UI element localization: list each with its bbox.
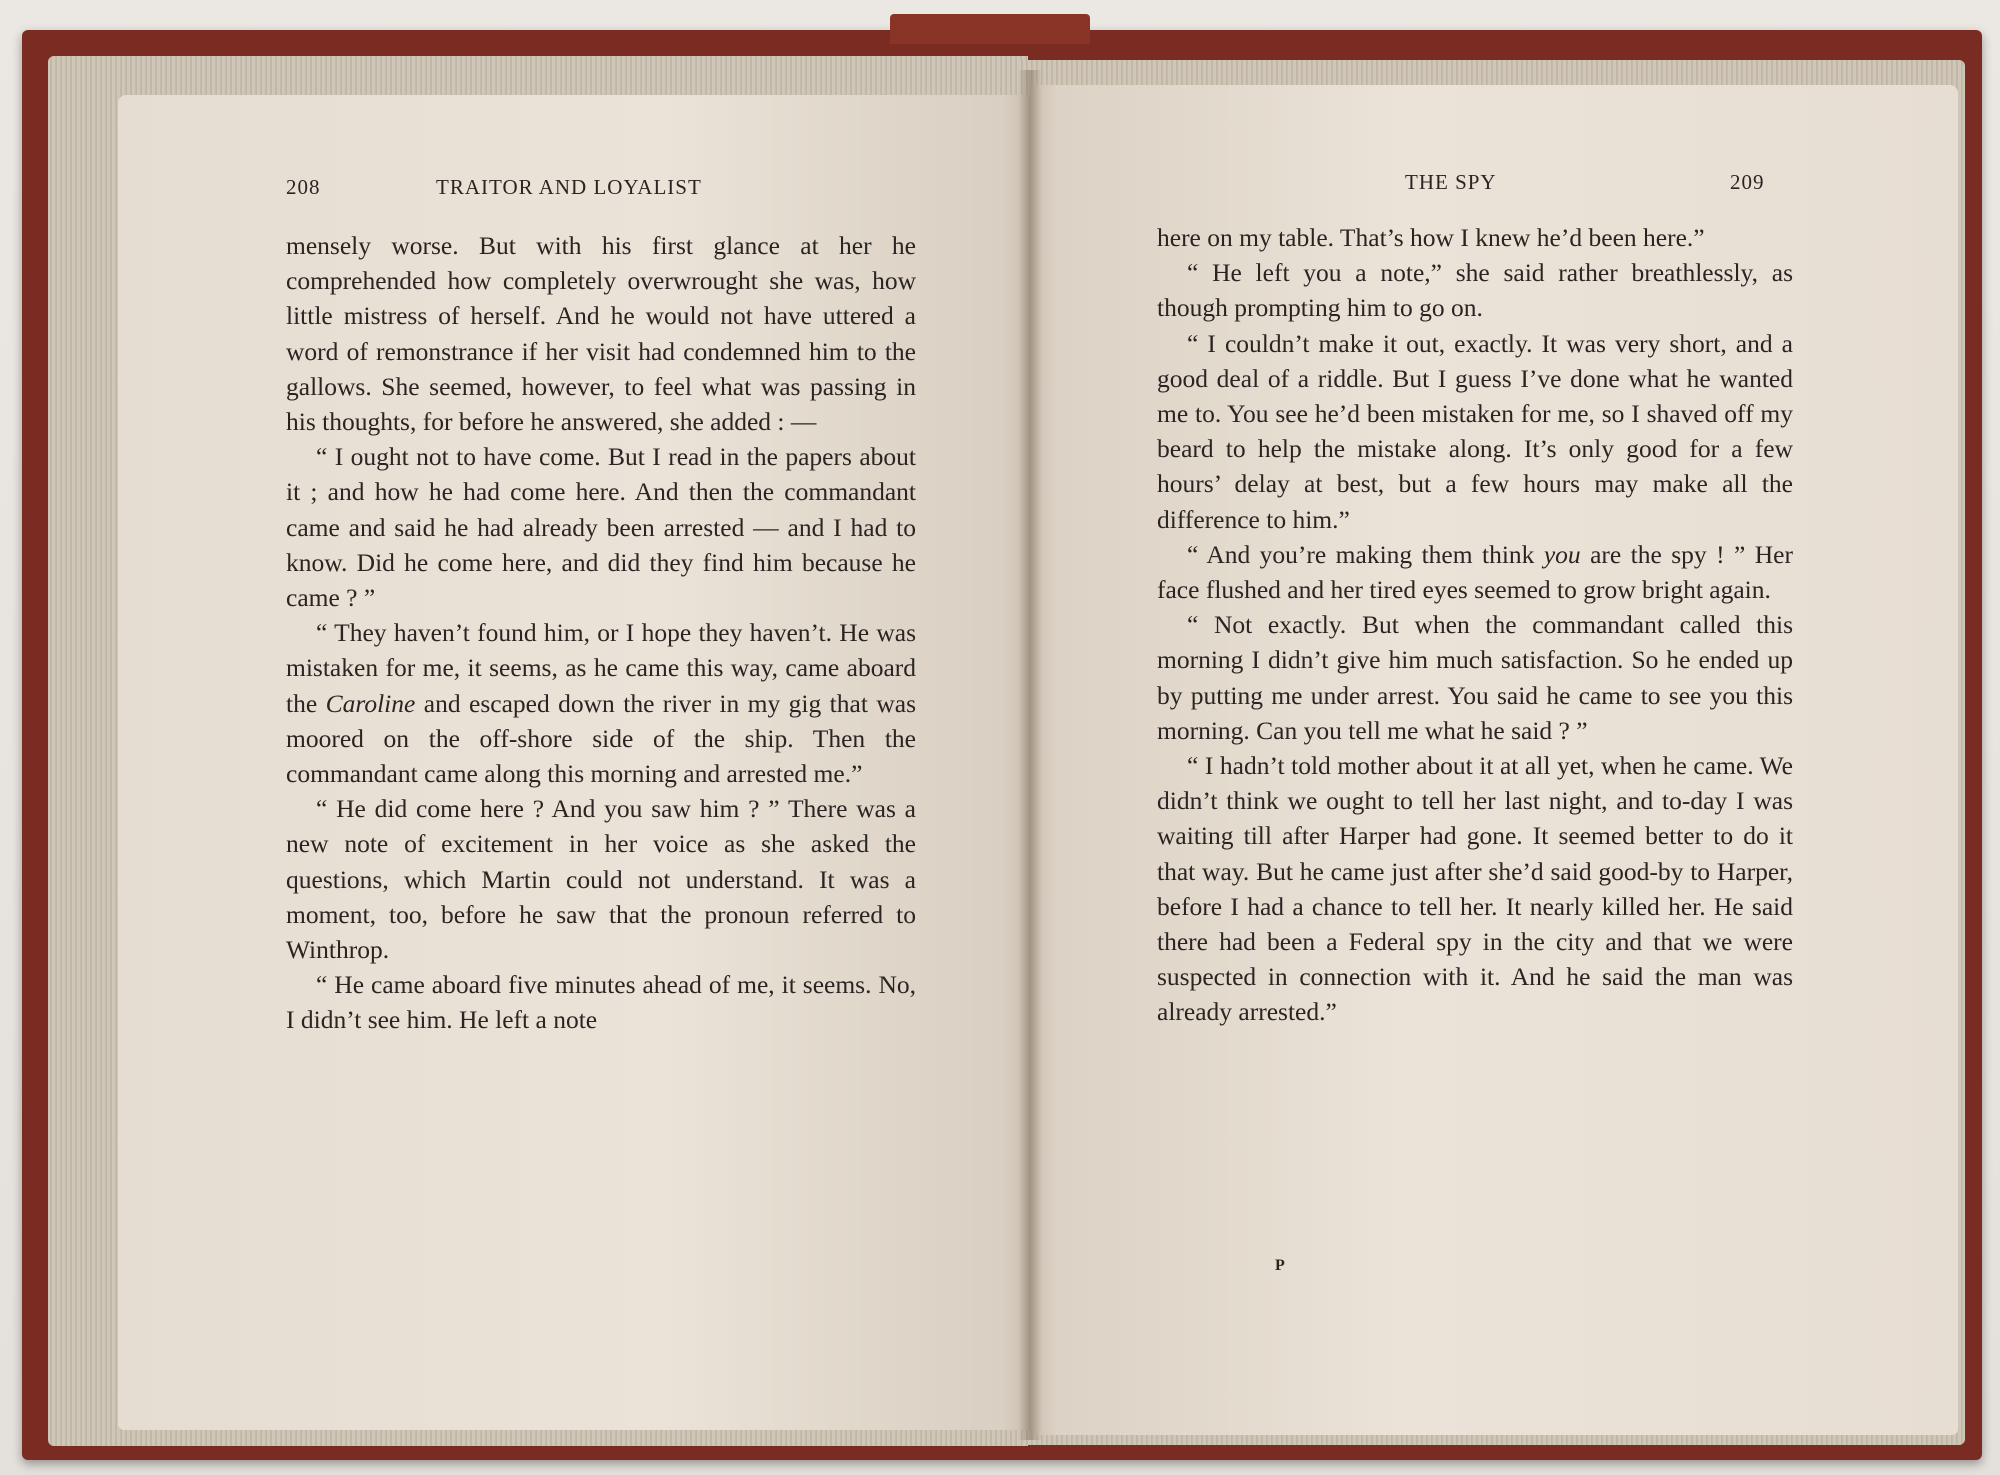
left-page-text bbox=[286, 228, 916, 1038]
right-page-text bbox=[1157, 220, 1793, 1030]
right-page-number: 209 bbox=[1730, 170, 1765, 194]
book-gutter bbox=[1018, 70, 1042, 1440]
left-page-number: 208 bbox=[286, 175, 321, 199]
left-paragraph-3 bbox=[286, 615, 916, 791]
left-running-head: TRAITOR AND LOYALIST bbox=[436, 175, 702, 199]
emphasis-italic: you bbox=[1543, 539, 1581, 569]
left-paragraph-4: “ He did come here ? And you saw him ? ” There was a new note of excitement in her voice as she asked the questions, which Martin could not understand. It was a moment, too, before he saw that the pronoun referred to Winthrop. bbox=[286, 794, 916, 965]
right-paragraph-1: here on my table. That’s how I knew he’d been here.” bbox=[1157, 223, 1705, 252]
left-paragraph-1: mensely worse. But with his first glance at her he comprehended how completely overwrought she was, how little mistress of herself. And he would not have uttered a word of remonstrance if her visit had condemned him to the gallows. She seemed, however, to feel what was passing in his thoughts, for before he answered, she added : — bbox=[286, 231, 916, 437]
right-paragraph-6: “ I hadn’t told mother about it at all yet, when he came. We didn’t think we ought to tell her last night, and to-day I was waiting till after Harper had gone. It seemed better to do it that way. But he came just after she’d said good-by to Harper, before I had a chance to tell her. It nearly killed her. He said there had been a Federal spy in the city and that we were suspected in connection with it. And he said the man was already arrested.” bbox=[1157, 751, 1793, 1027]
ship-name-italic: Caroline bbox=[325, 688, 416, 718]
left-page bbox=[118, 95, 1030, 1430]
signature-mark: P bbox=[1275, 1257, 1285, 1274]
left-paragraph-3-before: “ They haven’t found him, or I hope they haven’t. He was mistaken for me, it seems, as he came this way, came aboard the bbox=[286, 618, 916, 718]
left-paragraph-2: “ I ought not to have come. But I read in the papers about it ; and how he had come here. And then the commandant came and said he had already been arrested — and I had to know. Did he come here, and did they find him because he came ? ” bbox=[286, 442, 916, 613]
right-paragraph-5: “ Not exactly. But when the commandant called this morning I didn’t give him much satisfaction. So he ended up by putting me under arrest. You said he came to see you this morning. Can you tell me what he said ? ” bbox=[1157, 610, 1793, 745]
right-running-head: THE SPY bbox=[1405, 170, 1497, 194]
left-paragraph-3-after: and escaped down the river in my gig that was moored on the off-shore side of the ship. Then the commandant came along this morning and arrested me.” bbox=[286, 688, 916, 789]
right-paragraph-4-before: “ And you’re making them think bbox=[1187, 539, 1544, 569]
book-spine-top bbox=[890, 14, 1090, 44]
right-paragraph-3: “ I couldn’t make it out, exactly. It was very short, and a good deal of a riddle. But I guess I’ve done what he wanted me to. You see he’d been mistaken for me, so I shaved off my beard to help the mistake along. It’s only good for a few hours’ delay at best, but a few hours may make all the difference to him.” bbox=[1157, 328, 1793, 534]
left-paragraph-5: “ He came aboard five minutes ahead of me, it seems. No, I didn’t see him. He left a note bbox=[286, 970, 916, 1035]
right-paragraph-4 bbox=[1157, 537, 1793, 607]
right-paragraph-4-after: are the spy ! ” Her face flushed and her tired eyes seemed to grow bright again. bbox=[1157, 539, 1793, 605]
right-paragraph-2: “ He left you a note,” she said rather breathlessly, as though prompting him to go on. bbox=[1157, 258, 1793, 323]
right-page bbox=[1030, 85, 1958, 1435]
